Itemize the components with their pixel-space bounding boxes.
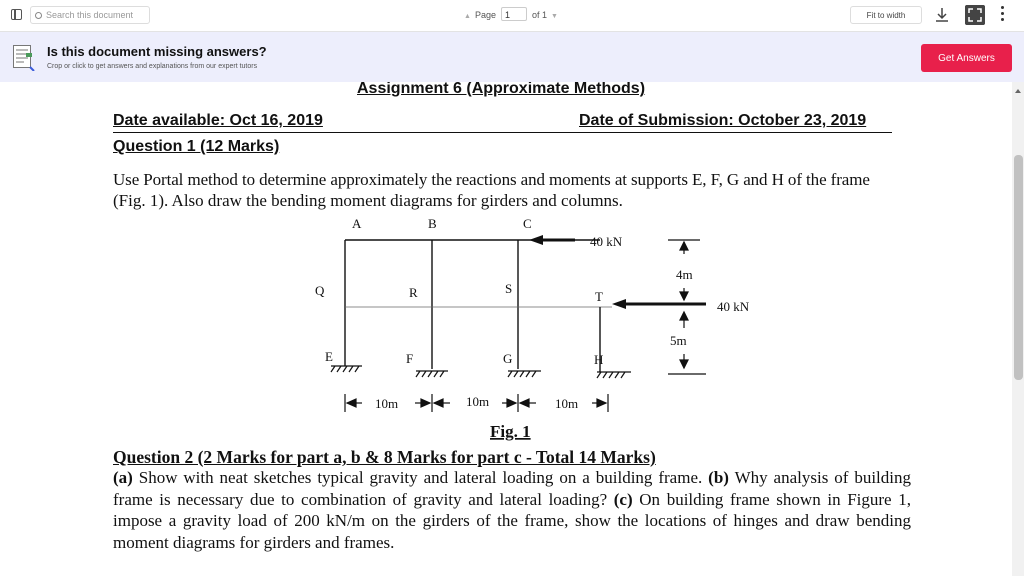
span-3-label: 10m — [555, 396, 579, 411]
prev-page-icon[interactable]: ▲ — [464, 13, 471, 20]
load-top-label: 40 kN — [590, 234, 623, 249]
banner-title: Is this document missing answers? — [47, 44, 267, 59]
part-a-text: Show with neat sketches typical gravity and lateral loading on a building frame. — [132, 468, 709, 487]
joint-label-f: F — [406, 351, 414, 366]
joint-label-e: E — [325, 349, 333, 364]
more-options-icon[interactable] — [1001, 6, 1005, 24]
question-1-line-2: (Fig. 1). Also draw the bending moment diagrams for girders and columns. — [113, 191, 623, 210]
question-1-line-1: Use Portal method to determine approximately the reactions and moments at supports E, F, G and H of the frame — [113, 170, 870, 189]
joint-label-c: C — [523, 216, 532, 231]
vertical-scrollbar[interactable] — [1012, 82, 1024, 576]
scroll-up-icon[interactable] — [1015, 89, 1021, 93]
part-a-label: (a) — [113, 468, 133, 487]
load-mid-label: 40 kN — [717, 299, 750, 314]
lateral-load-mid-arrow — [612, 299, 706, 309]
span-1-label: 10m — [375, 396, 399, 411]
fullscreen-icon[interactable] — [965, 5, 985, 25]
date-submission: Date of Submission: October 23, 2019 — [579, 112, 867, 129]
joint-label-r: R — [409, 285, 418, 300]
figure-caption: Fig. 1 — [490, 422, 531, 441]
page-number-input[interactable]: 1 — [501, 7, 527, 21]
joint-label-b: B — [428, 216, 437, 231]
joint-label-g: G — [503, 351, 513, 366]
page-total: of 1 — [531, 10, 547, 20]
question-1-title: Question 1 (12 Marks) — [113, 138, 280, 155]
banner-subtitle: Crop or click to get answers and explanations from our expert tutors — [47, 63, 258, 70]
search-placeholder: Search this document — [46, 10, 134, 20]
sidebar-toggle-icon[interactable] — [11, 9, 22, 20]
question-2-title: Question 2 (2 Marks for part a, b & 8 Marks for part c - Total 14 Marks) — [113, 447, 656, 467]
pdf-toolbar — [0, 0, 1024, 32]
height-bottom-label: 5m — [670, 333, 687, 348]
scrollbar-thumb[interactable] — [1014, 155, 1023, 380]
part-b-text: Why analysis of building frame is necessary due to combination of gravity and lateral loading? — [113, 468, 911, 509]
document-page — [0, 82, 1012, 576]
search-input[interactable] — [30, 6, 150, 24]
joint-label-s: S — [505, 281, 513, 296]
assignment-heading: Assignment 6 (Approximate Methods) — [357, 82, 646, 97]
next-page-icon[interactable]: ▼ — [550, 13, 558, 20]
span-2-label: 10m — [466, 394, 490, 409]
page-navigator — [460, 6, 562, 24]
height-dimensions — [668, 240, 706, 374]
part-c-label: (c) — [613, 489, 633, 509]
joint-label-h: H — [594, 352, 604, 367]
lateral-load-top-arrow — [529, 235, 575, 245]
height-top-label: 4m — [676, 267, 693, 282]
part-c-text: On building frame shown in Figure 1, impose a gravity load of 200 kN/m on the girders of the frame, show the locations of hinges and draw bending moment diagrams for girders and frames. — [113, 489, 911, 552]
page-label: Page — [474, 10, 496, 20]
joint-label-q: Q — [315, 283, 325, 298]
zoom-select[interactable]: Fit to width — [850, 6, 922, 24]
get-answers-button[interactable]: Get Answers — [921, 44, 1012, 72]
download-icon[interactable] — [935, 7, 949, 23]
joint-label-a: A — [352, 216, 362, 231]
joint-label-t: T — [595, 289, 603, 304]
document-icon — [13, 45, 35, 71]
part-b-label: (b) — [708, 468, 729, 487]
date-available: Date available: Oct 16, 2019 — [113, 112, 323, 129]
question-2-body — [113, 467, 911, 553]
search-icon — [35, 12, 42, 19]
